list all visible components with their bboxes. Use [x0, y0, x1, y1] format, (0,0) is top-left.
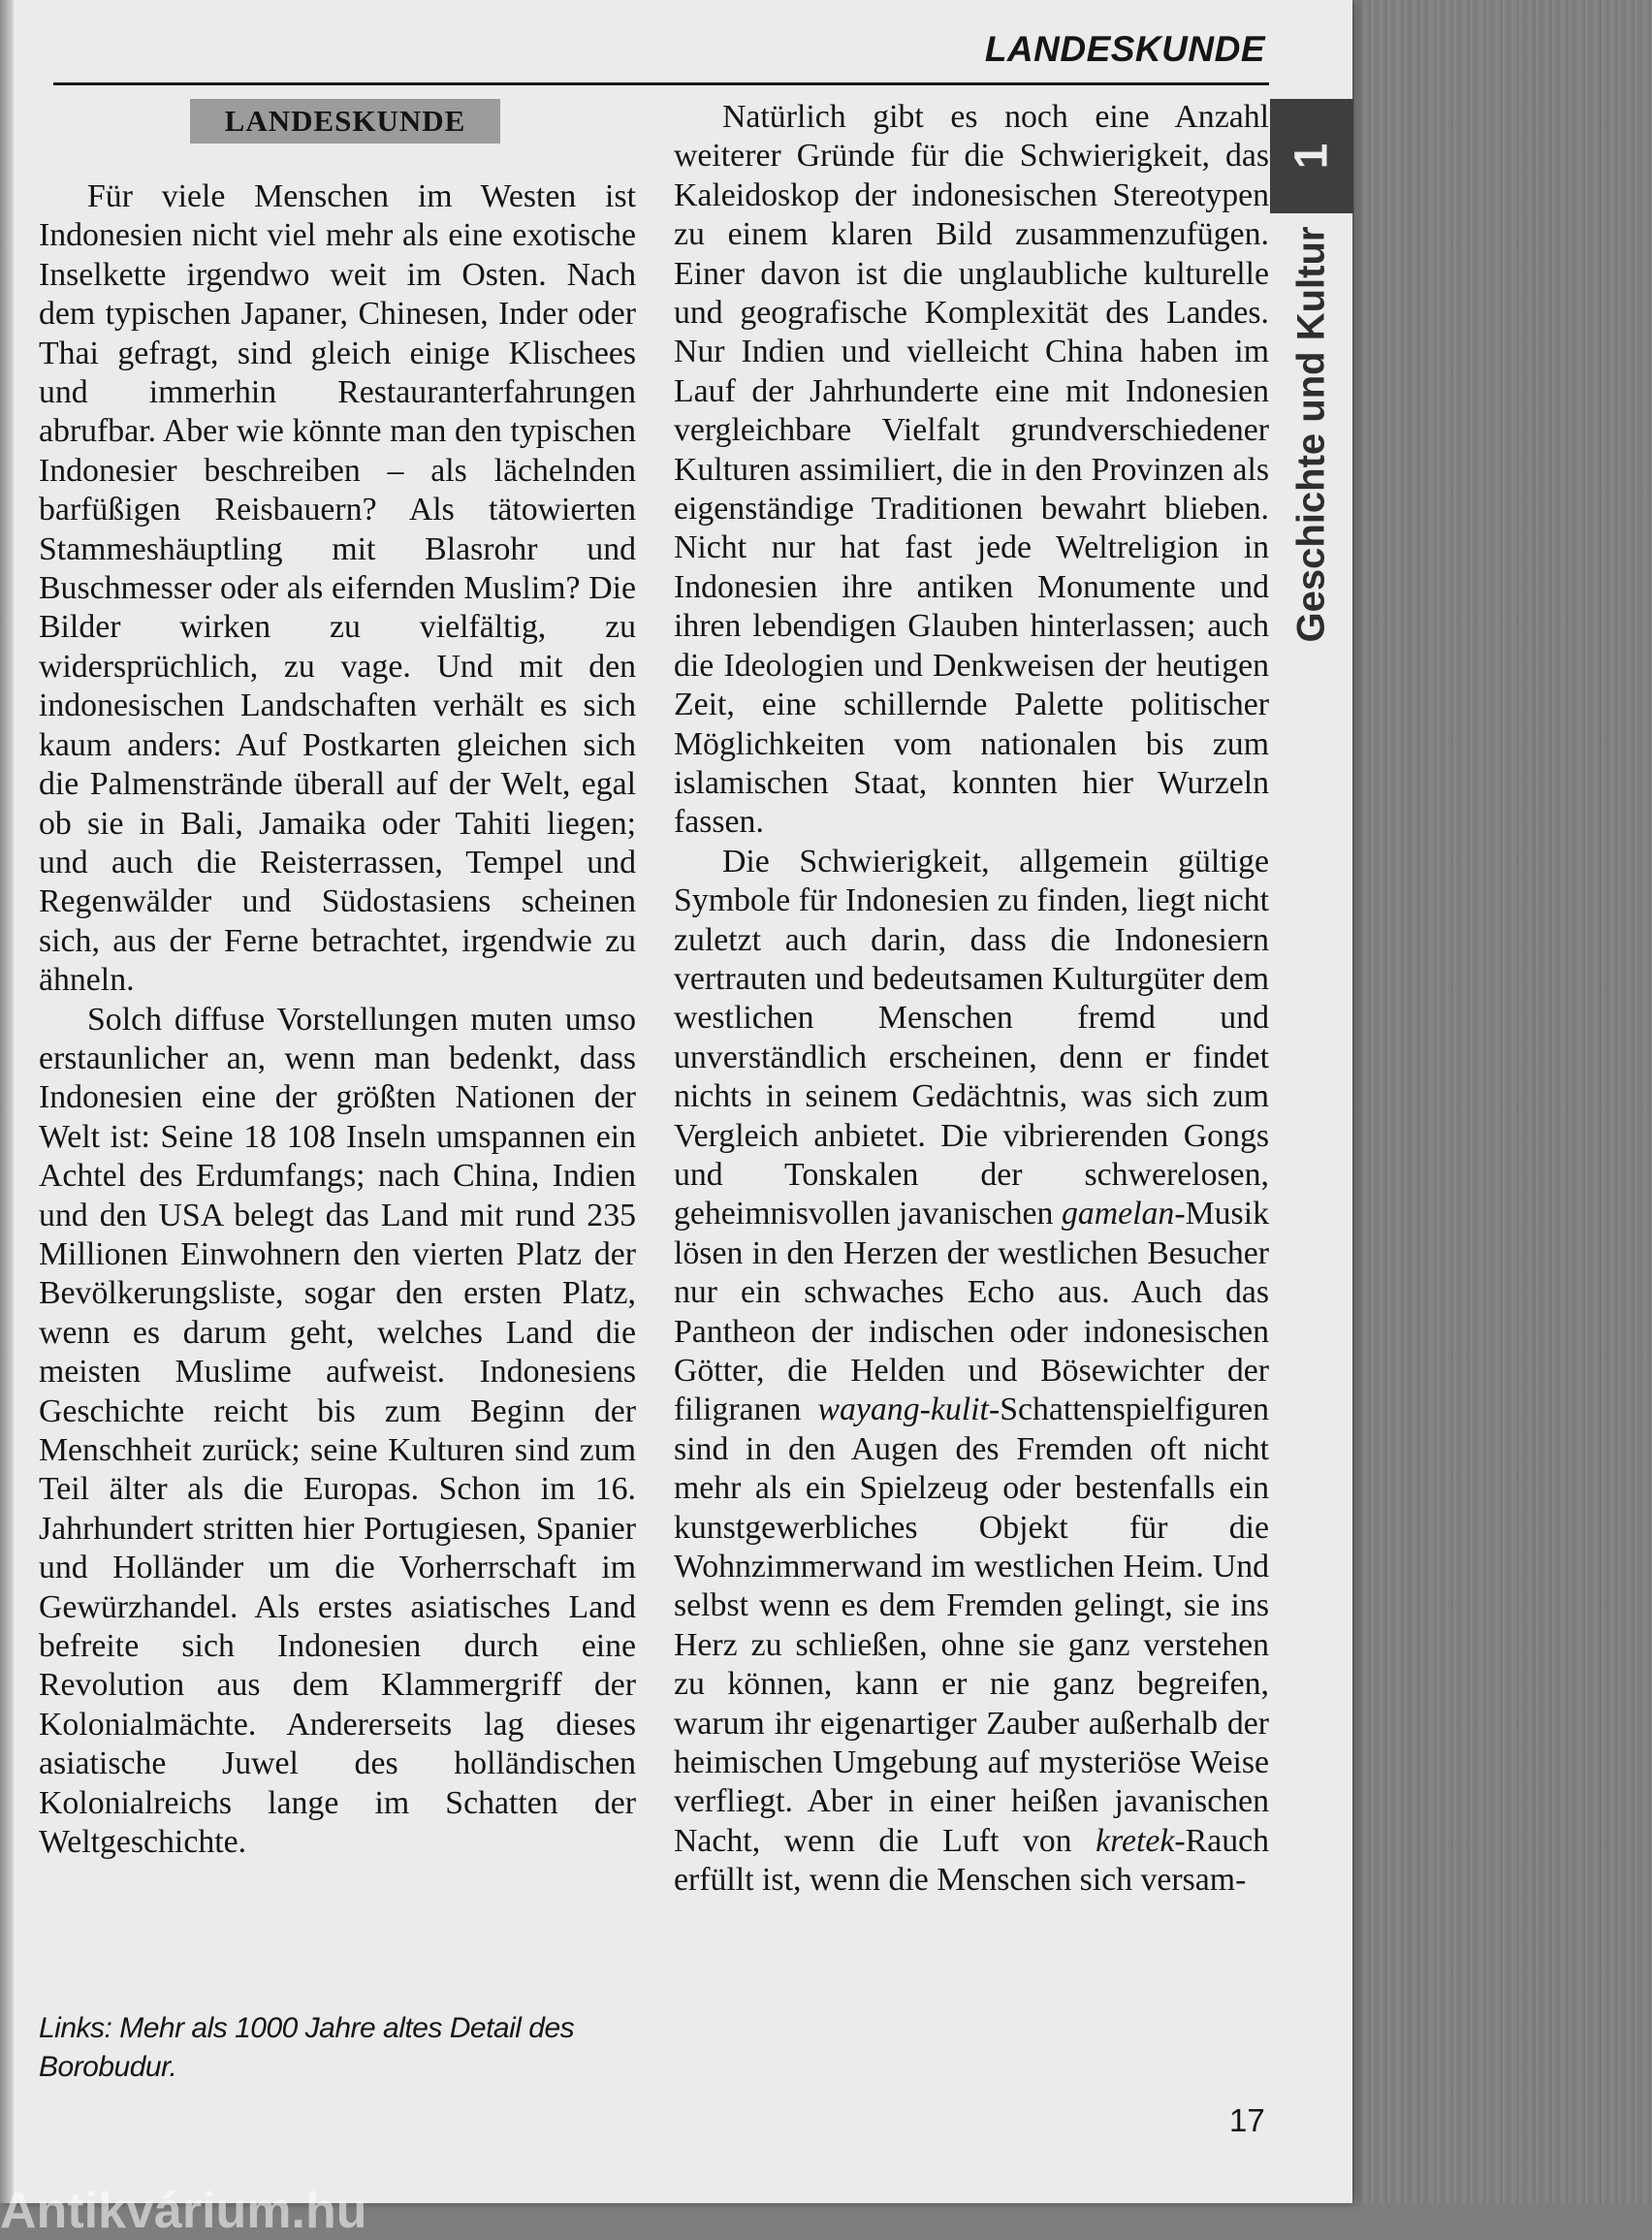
right-paragraph-2-part-a: Die Schwierigkeit, allgemein gültige Symbole für Indonesien zu finden, liegt nicht zuletzt auch darin, dass die Indonesiern vertrauten und bedeutsamen Kulturgüter dem westlichen Menschen fremd und unverständlich erscheinen, denn er findet nichts in seinem Gedächtnis, was sich zum Vergleich anbietet. Die vibrierenden Gongs und Tonskalen der schwerelosen, geheimnisvollen javanischen [674, 843, 1269, 1232]
page-number: 17 [1229, 2102, 1265, 2138]
right-column [674, 98, 1269, 1901]
background-surface [1338, 0, 1652, 2203]
section-label-box [190, 99, 500, 144]
chapter-title: Geschichte und Kultur [1289, 226, 1333, 643]
right-paragraph-2-part-c: -Schattenspielfiguren sind in den Augen des Fremden oft nicht mehr als ein Spielzeug oder bestenfalls ein kunstgewerbliches Objekt für die Wohnzimmerwand im westlichen Heim. Und selbst wenn es dem Fremden gelingt, sie ins Herz zu schließen, ohne sie ganz verstehen zu können, kann er nie ganz begreifen, warum ihr eigenartiger Zauber außerhalb der heimischen Umgebung auf mysteriöse Weise verfliegt. Aber in einer heißen javanischen Nacht, wenn die Luft von [674, 1392, 1269, 1859]
left-column [39, 177, 636, 1862]
left-paragraph-2: Solch diffuse Vorstellungen muten umso erstaunlicher an, wenn man bedenkt, dass Indonesien eine der größten Nationen der Welt ist: Seine 18 108 Inseln umspannen ein Achtel des Erdumfangs; nach China, Indien und den USA belegt das Land mit rund 235 Millionen Einwohnern den vierten Platz der Bevölkerungsliste, sogar den ersten Platz, wenn es darum geht, welches Land die meisten Muslime aufweist. Indonesiens Geschichte reicht bis zum Beginn der Menschheit zurück; seine Kulturen sind zum Teil älter als die Europas. Schon im 16. Jahrhundert stritten hier Portugiesen, Spanier und Holländer um die Vorherrschaft im Gewürzhandel. Als erstes asiatisches Land befreite sich Indonesien durch eine Revolution aus dem Klammergriff der Kolonialmächte. Andererseits lag dieses asiatische Juwel des holländischen Kolonialreichs lange im Schatten der Weltgeschichte. [39, 1001, 636, 1861]
left-paragraph-1: Für viele Menschen im Westen ist Indonesien nicht viel mehr als eine exotische Inselkette irgendwo weit im Osten. Nach dem typischen Japaner, Chinesen, Inder oder Thai gefragt, sind gleich einige Klischees und immerhin Restauranterfahrungen abrufbar. Aber wie könnte man den typischen Indonesier beschreiben – als lächelnden barfüßigen Reisbauern? Als tätowierten Stammeshäuptling mit Blasrohr und Buschmesser oder als eifernden Muslim? Die Bilder wirken zu vielfältig, zu widersprüchlich, zu vage. Und mit den indonesischen Landschaften verhält es sich kaum anders: Auf Postkarten gleichen sich die Palmenstrände überall auf der Welt, egal ob sie in Bali, Jamaika oder Tahiti liegen; und auch die Reisterrassen, Tempel und Regenwälder und Südostasiens scheinen sich, aus der Ferne betrachtet, irgendwie zu ähneln. [39, 178, 636, 999]
chapter-number: 1 [1286, 143, 1338, 170]
term-kretek: kretek [1096, 1822, 1175, 1859]
image-caption: Links: Mehr als 1000 Jahre altes Detail des Borobudur. [39, 2012, 575, 2083]
term-gamelan: gamelan [1061, 1196, 1175, 1232]
section-label: LANDESKUNDE [224, 104, 466, 138]
right-paragraph-2-part-d: -Rauch erfüllt ist, wenn die Menschen sich versam- [674, 1822, 1269, 1899]
running-head: LANDESKUNDE [984, 29, 1265, 69]
page-spine-shadow [0, 0, 14, 2203]
right-paragraph-1: Natürlich gibt es noch eine Anzahl weiterer Gründe für die Schwierigkeit, das Kaleidoskop der indonesischen Stereotypen zu einem klaren Bild zusammenzufügen. Einer davon ist die unglaubliche kulturelle und geografische Komplexität des Landes. Nur Indien und vielleicht China haben im Lauf der Jahrhunderte eine mit Indonesien vergleichbare Vielfalt grundverschiedener Kulturen assimiliert, die in den Provinzen als eigenständige Traditionen bewahrt blieben. Nicht nur hat fast jede Weltreligion in Indonesien ihre antiken Monumente und ihren lebendigen Glauben hinterlassen; auch die Ideologien und Denkweisen der heutigen Zeit, eine schillernde Palette politischer Möglichkeiten vom nationalen bis zum islamischen Staat, konnten hier Wurzeln fassen. [674, 99, 1269, 841]
watermark: Antikvárium.hu [0, 2183, 367, 2239]
header-rule [53, 82, 1269, 85]
term-wayang-kulit: wayang-kulit [817, 1392, 989, 1428]
right-paragraph-2 [674, 843, 1269, 1901]
right-paragraph-2-part-b: -Musik lösen in den Herzen der westlichen Besucher nur ein schwaches Echo aus. Auch das Pantheon der indischen oder indonesischen Götter, die Helden und Bösewichter der filigranen [674, 1196, 1269, 1428]
